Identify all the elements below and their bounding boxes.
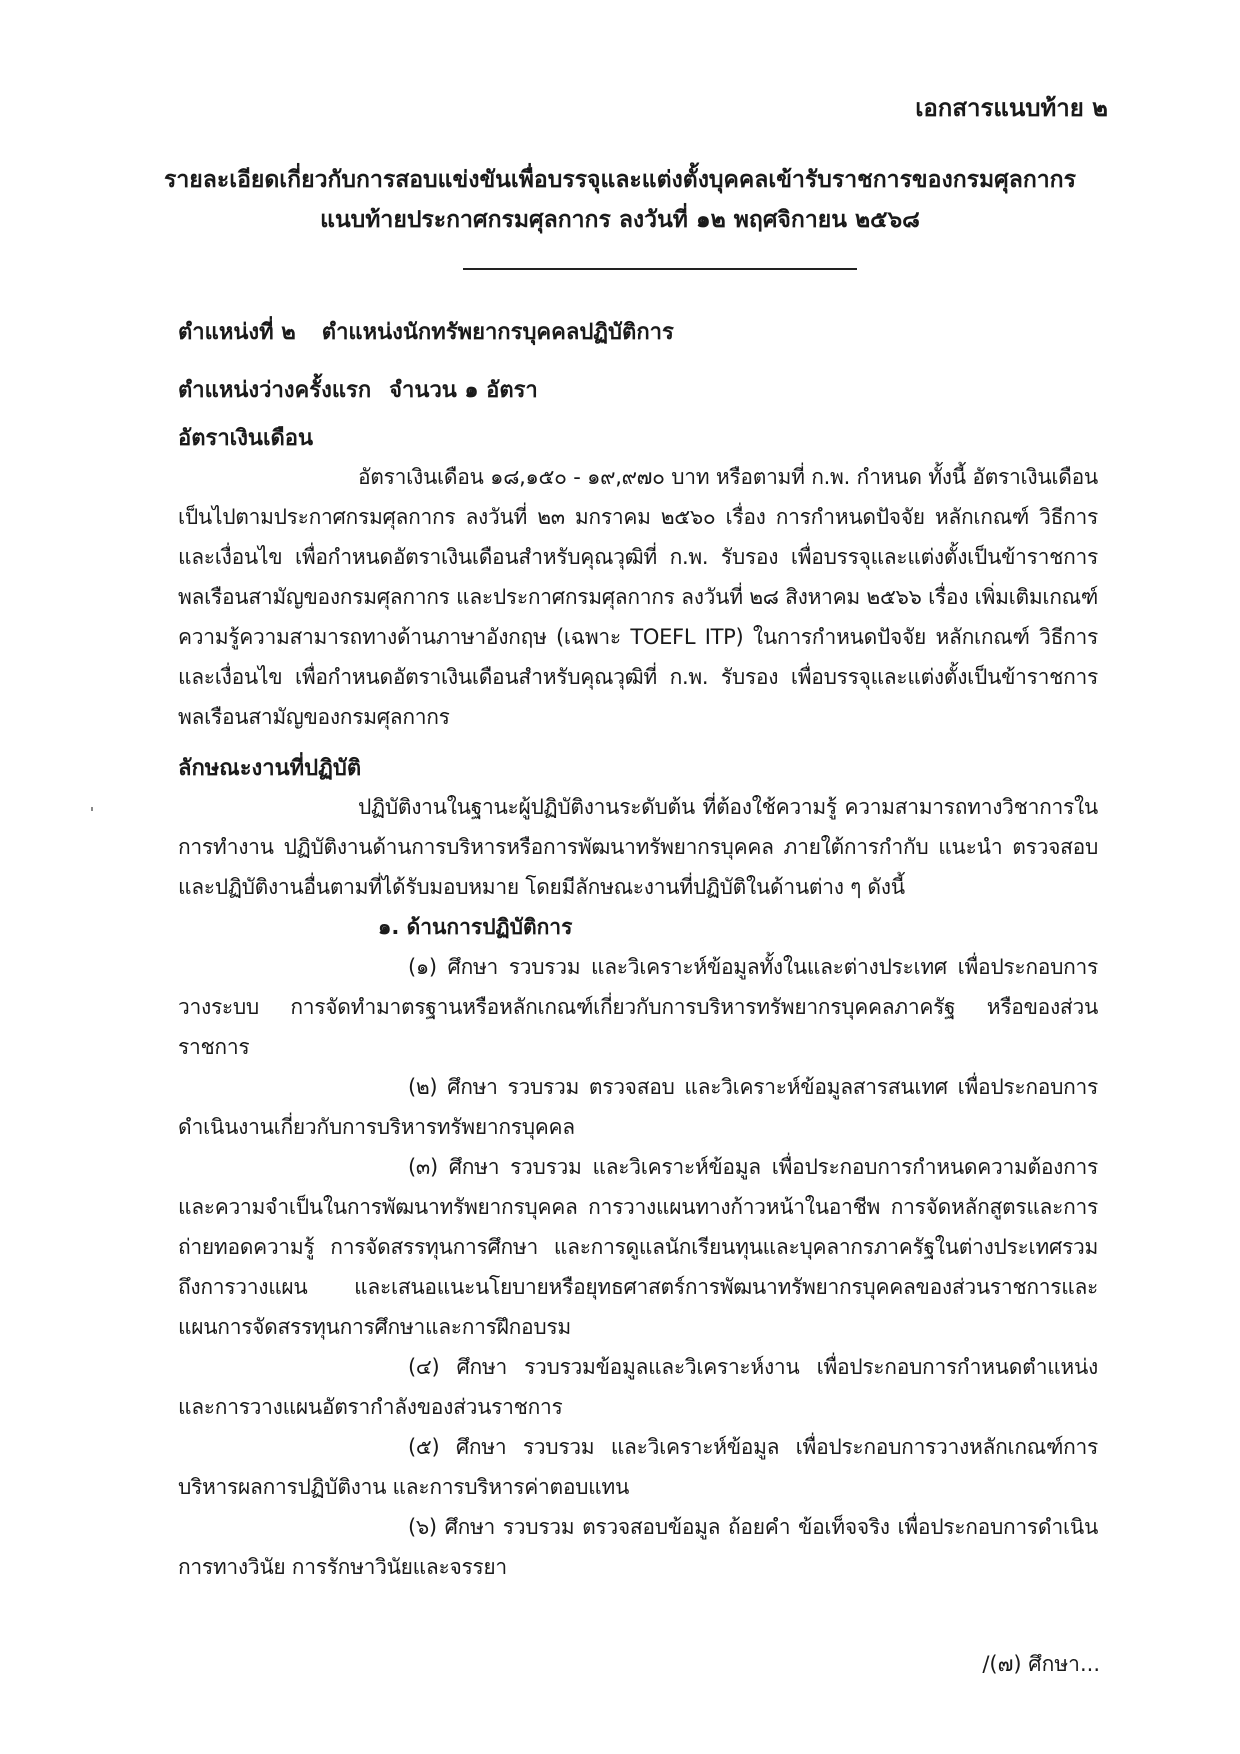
section-1-title: ๑. ด้านการปฏิบัติการ (378, 915, 573, 939)
scan-speck (91, 807, 93, 811)
duty-item-2: (๒) ศึกษา รวบรวม ตรวจสอบ และวิเคราะห์ข้อมูลสารสนเทศ เพื่อประกอบการดำเนินงานเกี่ยวกับการบริหารทรัพยากรบุคคล (178, 1075, 1098, 1139)
duty-item-5: (๕) ศึกษา รวบรวม และวิเคราะห์ข้อมูล เพื่อประกอบการวางหลักเกณฑ์การบริหารผลการปฏิบัติงาน และการบริหารค่าตอบแทน (178, 1435, 1098, 1499)
document-body (178, 315, 1098, 1587)
duties-intro: ปฏิบัติงานในฐานะผู้ปฏิบัติงานระดับต้น ที่ต้องใช้ความรู้ ความสามารถทางวิชาการในการทำงาน ปฏิบัติงานด้านการบริหารหรือการพัฒนาทรัพยากรบุคคล ภายใต้การกำกับ แนะนำ ตรวจสอบและปฏิบัติงานอื่นตามที่ได้รับมอบหมาย โดยมีลักษณะงานที่ปฏิบัติในด้านต่าง ๆ ดังนี้ (178, 795, 1098, 899)
document-title (0, 160, 1240, 240)
duty-item-4: (๔) ศึกษา รวบรวมข้อมูลและวิเคราะห์งาน เพื่อประกอบการกำหนดตำแหน่งและการวางแผนอัตรากำลังของส่วนราชการ (178, 1355, 1098, 1419)
vacancy-count: จำนวน ๑ อัตรา (389, 378, 538, 403)
duty-item-3: (๓) ศึกษา รวบรวม และวิเคราะห์ข้อมูล เพื่อประกอบการกำหนดความต้องการและความจำเป็นในการพัฒนาทรัพยากรบุคคล การวางแผนทางก้าวหน้าในอาชีพ การจัดหลักสูตรและการถ่ายทอดความรู้ การจัดสรรทุนการศึกษา และการดูแลนักเรียนทุนและบุคลากรภาครัฐในต่างประเทศรวมถึงการวางแผน และเสนอแนะนโยบายหรือยุทธศาสตร์การพัฒนาทรัพยากรบุคคลของส่วนราชการและแผนการจัดสรรทุนการศึกษาและการฝึกอบรม (178, 1155, 1098, 1339)
title-divider (463, 268, 857, 270)
title-line-1: รายละเอียดเกี่ยวกับการสอบแข่งขันเพื่อบรรจุและแต่งตั้งบุคคลเข้ารับราชการของกรมศุลกากร (164, 167, 1076, 193)
title-line-2: แนบท้ายประกาศกรมศุลกากร ลงวันที่ ๑๒ พฤศจิกายน ๒๕๖๘ (320, 207, 920, 233)
vacancy-label: ตำแหน่งว่างครั้งแรก (178, 378, 372, 403)
continued-marker: /(๗) ศึกษา... (982, 1652, 1100, 1676)
duties-heading: ลักษณะงานที่ปฏิบัติ (178, 756, 362, 781)
position-name: ตำแหน่งนักทรัพยากรบุคคลปฏิบัติการ (321, 320, 674, 345)
salary-heading: อัตราเงินเดือน (178, 426, 314, 451)
duty-item-1: (๑) ศึกษา รวบรวม และวิเคราะห์ข้อมูลทั้งในและต่างประเทศ เพื่อประกอบการวางระบบ การจัดทำมาตรฐานหรือหลักเกณฑ์เกี่ยวกับการบริหารทรัพยากรบุคคลภาครัฐ หรือของส่วนราชการ (178, 955, 1098, 1059)
duty-item-6: (๖) ศึกษา รวบรวม ตรวจสอบข้อมูล ถ้อยคำ ข้อเท็จจริง เพื่อประกอบการดำเนินการทางวินัย การรักษาวินัยและจรรยา (178, 1515, 1098, 1579)
vacancy-heading (178, 373, 1098, 409)
position-heading (178, 315, 1098, 351)
salary-paragraph: อัตราเงินเดือน ๑๘,๑๕๐ - ๑๙,๙๗๐ บาท หรือตามที่ ก.พ. กำหนด ทั้งนี้ อัตราเงินเดือนเป็นไปตามประกาศกรมศุลกากร ลงวันที่ ๒๓ มกราคม ๒๕๖๐ เรื่อง การกำหนดปัจจัย หลักเกณฑ์ วิธีการ และเงื่อนไข เพื่อกำหนดอัตราเงินเดือนสำหรับคุณวุฒิที่ ก.พ. รับรอง เพื่อบรรจุและแต่งตั้งเป็นข้าราชการพลเรือนสามัญของกรมศุลกากร และประกาศกรมศุลกากร ลงวันที่ ๒๘ สิงหาคม ๒๕๖๖ เรื่อง เพิ่มเติมเกณฑ์ความรู้ความสามารถทางด้านภาษาอังกฤษ (เฉพาะ TOEFL ITP) ในการกำหนดปัจจัย หลักเกณฑ์ วิธีการ และเงื่อนไข เพื่อกำหนดอัตราเงินเดือนสำหรับคุณวุฒิที่ ก.พ. รับรอง เพื่อบรรจุและแต่งตั้งเป็นข้าราชการพลเรือนสามัญของกรมศุลกากร (178, 465, 1098, 729)
appendix-label: เอกสารแนบท้าย ๒ (915, 94, 1108, 122)
position-label: ตำแหน่งที่ ๒ (178, 320, 296, 345)
